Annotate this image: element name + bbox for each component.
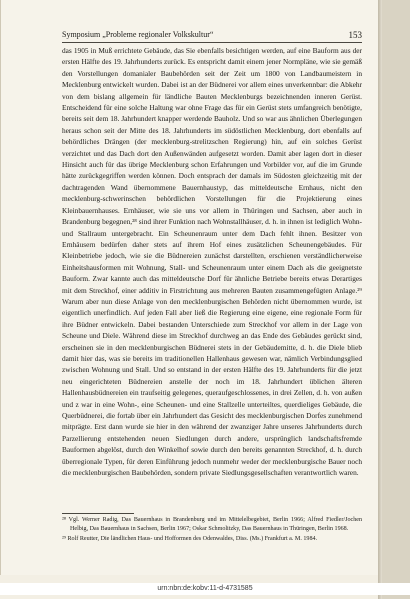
running-head [62, 29, 362, 41]
footnote-28: ²⁸ Vgl. Werner Radig, Das Bauernhaus in Brandenburg und im Mittelelbegebiet, Berlin 1966; Alfred Fiedler/Jochen Helbig, Das Bauernhaus in Sachsen, Berlin 1967; Oskar Schmolitzky, Das Bauernhaus in Thüringen, Berlin 1968. [62, 517, 362, 533]
footnote-29: ²⁹ Rolf Reutter, Die ländlichen Haus- und Hofformen des Odenwaldes, Diss. (Ms.) Frankfurt a. M. 1984. [62, 535, 318, 542]
header-rule [62, 42, 362, 43]
body-paragraph: das 1905 in Muß errichtete Gebäude, das Sie ebenfalls besichtigen werden, auf eine Bauform aus der ersten Hälfte des 19. Jahrhunderts zurück. Es entspricht damit einem jener Normpläne, wie sie gemäß den Vorstellungen domanialer Baubehörden seit der Zeit um 1800 von Landbaumeistern in Mecklenburg entwickelt wurden. Dabei ist an der Büdnerei vor allem eines unverkennbar: die Abkehr von dem bislang allgemein für ländliche Bauten Mecklenburgs bezeichnenden inneren Gerüst. Entscheidend für eine solche Haltung war ohne Frage das für ein Gerüst stets umfangreich benötigte, bereits seit dem 18. Jahrhundert knapper werdende Bauholz. Und so war aus ähnlichen Überlegungen heraus schon seit der Mitte des 18. Jahrhunderts im südöstlichen Mecklenburg, dort ebenfalls auf behördliches Drängen (der mecklenburg-strelitzschen Regierung) hin, auf ein solches Gerüst verzichtet und das Dach dort den Außenwänden aufgesetzt worden. Damit aber lagen dort in dieser Hinsicht auch für das übrige Mecklenburg schon Erfahrungen und Vorbilder vor, auf die im Grunde hätte zurückgegriffen werden können. Doch entsprach der damals im Südosten gleichzeitig mit der dachtragenden Wand übernommene Bauernhaustyp, das mitteldeutsche Ernhaus, nicht den mecklenburg-schwerinschen behördlichen Vorstellungen für die Projektierung eines Kleinbauernhauses. Ernhäuser, wie sie uns vor allem in Thüringen und Sachsen, aber auch in Brandenburg begegnen,²⁸ sind ihrer Funktion nach Wohnstallhäuser, d. h. in ihnen ist lediglich Wohn- und Stallraum untergebracht. Ein Scheunenraum unter dem Dach fehlt ihnen. Besitzer von Ernhäusern bedürfen daher stets auf ihrem Hof eines zusätzlichen Scheunengebäudes. Für Kleinbetriebe jedoch, wie sie die Büdnereien zunächst darstellten, erschienen verständlicherweise Einheitshausformen mit Wohnung, Stall- und Scheunenraum unter einem Dach als die geeignetste Bauform. Zwar kannte auch das mitteldeutsche Dorf für ähnliche Betriebe bereits etwas Derartiges mit dem Streckhof, einer additiv in Firstrichtung aus mehreren Bauten zusammengefügten Anlage.²⁹ Warum aber nun diese Anlage von den mecklenburgischen Behörden nicht übernommen wurde, ist eigentlich unerfindlich. Auf jeden Fall aber ließ die Regierung eine eigene, eine regionale Form für ihre Büdner entwickeln. Dabei bestanden Unterschiede zum Streckhof vor allem in der Lage von Scheune und Diele. Während diese im Streckhof durchweg an das Ende des Gebäudes gerückt sind, erscheinen sie in den mecklenburgischen Büdnerei stets in der Gebäudemitte, d. h. die Diele blieb damit hier das, was sie bereits im traditionellen Hallenhaus gewesen war, nämlich Verbindungsglied zwischen Wohnung und Stall. Und so entstand in der ersten Hälfte des 19. Jahrhunderts für die jetzt neu eingerichteten Büdnereien anstelle der noch im 18. Jahrhundert üblichen älteren Hallenhausbüdnereien ein traufseitig gelegenes, queraufgeschlossenes, in drei Zellen, d. h. von außen und z war in eine Wohn-, eine Scheunen- und eine Stallzelle unterteiltes, querdieliges Gebäude, die Querbüdnerei, die fortab über ein Jahrhundert das Gesicht des mecklenburgischen Dorfes zunehmend mitprägte. Erst dann wurde sie hier in den während der zwanziger Jahre unseres Jahrhunderts durch Parzellierung entstehenden neuen Siedlungen durch andere, ursprünglich landschaftsfremde Bauformen abgelöst, durch den Winkelhof sowie durch den bereits genannten Streckhof, d. h. durch überregionale Typen, für deren Einführung jedoch nunmehr weder der mecklenburgische Bauer noch die mecklenburgischen Baubehörden, sondern private Siedlungsgesellschaften verantwortlich waren. [62, 46, 362, 478]
page-border [0, 0, 1, 575]
running-head-title: Symposium „Probleme regionaler Volkskultur“ [62, 30, 214, 39]
page-number: 153 [348, 30, 362, 40]
footnotes [62, 516, 362, 544]
body-text [62, 45, 362, 478]
footnote-rule [62, 513, 134, 514]
urn-footer: urn:nbn:de:kobv:11-d-4731585 [0, 583, 410, 595]
page-edge [378, 0, 410, 599]
